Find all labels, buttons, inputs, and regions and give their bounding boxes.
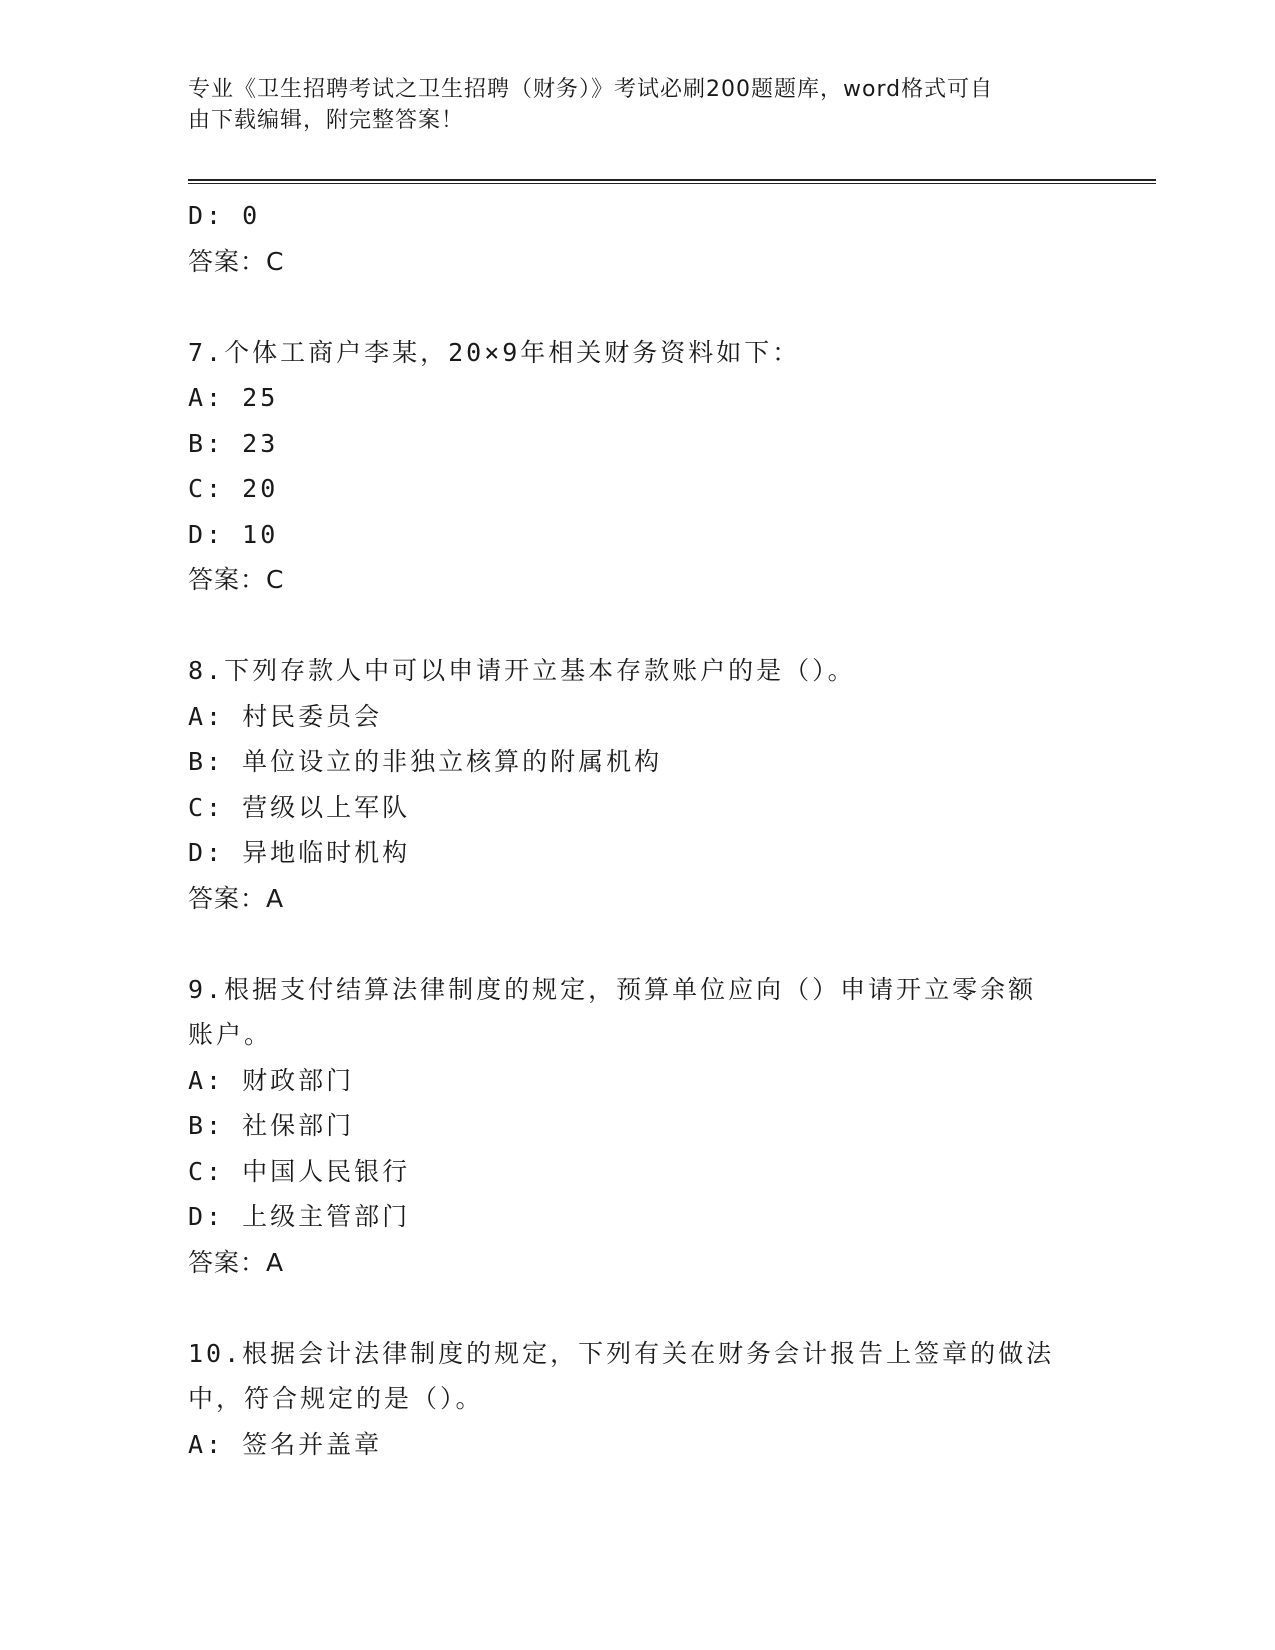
header-divider-thin (188, 183, 1156, 184)
question-stem-line-2: 中，符合规定的是（）。 (188, 1384, 484, 1413)
question-6-tail (188, 193, 1088, 284)
answer-line: 答案：C (188, 246, 285, 276)
spacer (188, 284, 1088, 330)
question-list (188, 193, 1088, 1467)
option-d: D: 0 (188, 201, 261, 230)
option-a: A: 签名并盖章 (188, 1429, 383, 1459)
option-c: C: 中国人民银行 (188, 1156, 411, 1186)
option-c: C: 营级以上军队 (188, 792, 411, 822)
question-9 (188, 967, 1088, 1286)
header-title-line-2: 由下载编辑，附完整答案！ (188, 108, 465, 133)
question-7 (188, 330, 1088, 603)
question-stem-line-2: 账户。 (188, 1020, 273, 1049)
answer-line: 答案：A (188, 883, 285, 913)
question-stem: 7.个体工商户李某，20×9年相关财务资料如下： (188, 337, 801, 367)
option-c: C: 20 (188, 474, 279, 503)
option-b: B: 社保部门 (188, 1111, 355, 1140)
question-stem-line-1: 10.根据会计法律制度的规定，下列有关在财务会计报告上签章的做法 (188, 1338, 1055, 1368)
document-header (188, 74, 1088, 136)
option-a: A: 村民委员会 (188, 701, 383, 731)
option-d: D: 异地临时机构 (188, 838, 411, 867)
header-title-line-1: 专业《卫生招聘考试之卫生招聘（财务）》考试必刷200题题库，word格式可自 (188, 77, 994, 102)
question-stem-line-1: 9.根据支付结算法律制度的规定，预算单位应向（）申请开立零余额 (188, 974, 1037, 1004)
question-8 (188, 648, 1088, 921)
option-a: A: 财政部门 (188, 1065, 355, 1095)
answer-line: 答案：A (188, 1247, 285, 1277)
question-stem: 8.下列存款人中可以申请开立基本存款账户的是（）。 (188, 656, 856, 685)
spacer (188, 603, 1088, 649)
option-d: D: 上级主管部门 (188, 1202, 411, 1231)
option-b: B: 单位设立的非独立核算的附属机构 (188, 747, 663, 776)
spacer (188, 921, 1088, 967)
header-divider-thick (188, 179, 1156, 181)
answer-line: 答案：C (188, 565, 285, 594)
spacer (188, 1285, 1088, 1331)
option-a: A: 25 (188, 383, 279, 412)
option-d: D: 10 (188, 519, 279, 549)
question-10 (188, 1331, 1088, 1468)
option-b: B: 23 (188, 428, 279, 458)
